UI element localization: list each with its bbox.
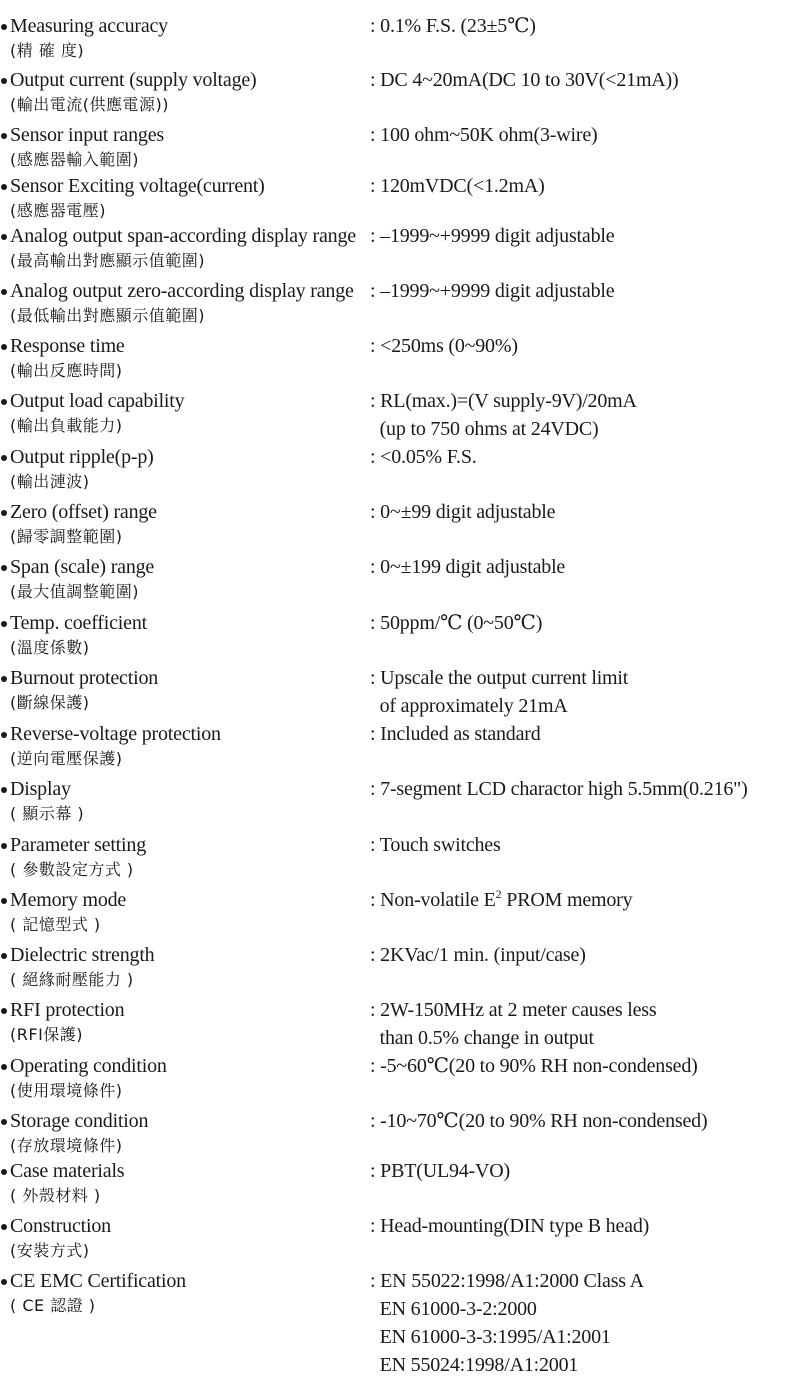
spec-value bbox=[370, 553, 810, 581]
bullet-icon bbox=[1, 621, 7, 627]
spec-label-chinese: (輸出反應時間) bbox=[10, 361, 123, 380]
spec-label: Analog output zero-according display range bbox=[10, 280, 354, 302]
spec-value-line: : <0.05% F.S. bbox=[370, 446, 477, 468]
bullet-icon bbox=[1, 234, 7, 240]
spec-value bbox=[370, 277, 810, 305]
spec-value-line: : 7-segment LCD charactor high 5.5mm(0.216") bbox=[370, 778, 748, 800]
spec-label-chinese: ( 參數設定方式 ) bbox=[10, 860, 134, 879]
spec-label: Reverse-voltage protection bbox=[10, 723, 221, 745]
spec-label-chinese: (斷線保護) bbox=[10, 693, 90, 712]
bullet-icon bbox=[1, 676, 7, 682]
spec-value-line: : –1999~+9999 digit adjustable bbox=[370, 225, 615, 247]
spec-value bbox=[370, 498, 810, 526]
spec-label-chinese: (最大值調整範圍) bbox=[10, 582, 139, 601]
spec-label: CE EMC Certification bbox=[10, 1270, 186, 1292]
spec-value bbox=[370, 1052, 810, 1080]
bullet-icon bbox=[1, 133, 7, 139]
spec-label: Output load capability bbox=[10, 390, 185, 412]
bullet-icon bbox=[1, 78, 7, 84]
spec-value-line: of approximately 21mA bbox=[370, 695, 568, 717]
spec-label: Storage condition bbox=[10, 1110, 149, 1132]
bullet-icon bbox=[1, 1224, 7, 1230]
spec-value-line: : 0~±99 digit adjustable bbox=[370, 501, 556, 523]
spec-label-chinese: ( 顯示幕 ) bbox=[10, 804, 85, 823]
spec-value-line: : EN 55022:1998/A1:2000 Class A bbox=[370, 1270, 644, 1292]
spec-label: Output current (supply voltage) bbox=[10, 69, 257, 91]
spec-label-chinese: (感應器電壓) bbox=[10, 201, 106, 220]
bullet-icon bbox=[1, 787, 7, 793]
bullet-icon bbox=[1, 1169, 7, 1175]
spec-label: Measuring accuracy bbox=[10, 15, 168, 37]
spec-label: Temp. coefficient bbox=[10, 612, 147, 634]
bullet-icon bbox=[1, 510, 7, 516]
spec-label: Memory mode bbox=[10, 889, 127, 911]
spec-label: Dielectric strength bbox=[10, 944, 155, 966]
spec-label: Case materials bbox=[10, 1160, 125, 1182]
spec-label: Analog output span-according display range bbox=[10, 225, 356, 247]
spec-value-text: PROM memory bbox=[501, 889, 633, 911]
spec-value bbox=[370, 332, 810, 360]
spec-value-text: : Non-volatile E bbox=[370, 889, 496, 911]
spec-value bbox=[370, 1212, 810, 1240]
spec-label-chinese: (歸零調整範圍) bbox=[10, 527, 123, 546]
spec-value-line: : DC 4~20mA(DC 10 to 30V(<21mA)) bbox=[370, 69, 679, 91]
spec-value bbox=[370, 387, 810, 443]
spec-label-chinese: (輸出電流(供應電源)) bbox=[10, 95, 169, 114]
spec-value-line: : <250ms (0~90%) bbox=[370, 335, 518, 357]
spec-label: Output ripple(p-p) bbox=[10, 446, 154, 468]
spec-value-line: : PBT(UL94-VO) bbox=[370, 1160, 510, 1182]
spec-value-line: : RL(max.)=(V supply-9V)/20mA bbox=[370, 390, 637, 412]
spec-label-chinese: (輸出漣波) bbox=[10, 472, 90, 491]
bullet-icon bbox=[1, 1064, 7, 1070]
spec-value bbox=[370, 720, 810, 748]
spec-value-line: : 100 ohm~50K ohm(3-wire) bbox=[370, 124, 598, 146]
bullet-icon bbox=[1, 1119, 7, 1125]
bullet-icon bbox=[1, 455, 7, 461]
spec-value bbox=[370, 609, 810, 637]
bullet-icon bbox=[1, 1279, 7, 1285]
bullet-icon bbox=[1, 732, 7, 738]
spec-label: Response time bbox=[10, 335, 125, 357]
spec-label-chinese: ( 記憶型式 ) bbox=[10, 915, 101, 934]
spec-value bbox=[370, 1157, 810, 1185]
bullet-icon bbox=[1, 565, 7, 571]
spec-value bbox=[370, 775, 810, 803]
spec-value bbox=[370, 172, 810, 200]
superscript: 2 bbox=[495, 887, 502, 901]
spec-label: Construction bbox=[10, 1215, 111, 1237]
spec-label-chinese: (輸出負載能力) bbox=[10, 416, 123, 435]
spec-value bbox=[370, 886, 810, 914]
spec-label-chinese: (RFI保護) bbox=[10, 1025, 84, 1044]
spec-value bbox=[370, 66, 810, 94]
spec-value bbox=[370, 443, 810, 471]
spec-value bbox=[370, 222, 810, 250]
spec-label-chinese: (溫度係數) bbox=[10, 638, 90, 657]
spec-value-line: : 0.1% F.S. (23±5℃) bbox=[370, 15, 536, 37]
spec-label-chinese: (最高輸出對應顯示值範圍) bbox=[10, 251, 205, 270]
spec-label: Sensor Exciting voltage(current) bbox=[10, 175, 265, 197]
spec-value-line: : 0~±199 digit adjustable bbox=[370, 556, 566, 578]
spec-value bbox=[370, 12, 810, 40]
spec-value-line: : 2W-150MHz at 2 meter causes less bbox=[370, 999, 657, 1021]
bullet-icon bbox=[1, 1008, 7, 1014]
spec-value-line: EN 55024:1998/A1:2001 bbox=[370, 1354, 579, 1376]
spec-value bbox=[370, 121, 810, 149]
bullet-icon bbox=[1, 953, 7, 959]
spec-label: Zero (offset) range bbox=[10, 501, 157, 523]
spec-label-chinese: ( CE 認證 ) bbox=[10, 1296, 96, 1315]
spec-value bbox=[370, 831, 810, 859]
spec-value-line: : Head-mounting(DIN type B head) bbox=[370, 1215, 650, 1237]
spec-value-line bbox=[370, 886, 810, 914]
spec-value bbox=[370, 1107, 810, 1135]
spec-value-line: EN 61000-3-2:2000 bbox=[370, 1298, 537, 1320]
spec-value bbox=[370, 664, 810, 720]
spec-label-chinese: (使用環境條件) bbox=[10, 1081, 123, 1100]
spec-value-line: : Touch switches bbox=[370, 834, 501, 856]
bullet-icon bbox=[1, 24, 7, 30]
spec-label: Parameter setting bbox=[10, 834, 146, 856]
spec-value-line: : Included as standard bbox=[370, 723, 541, 745]
spec-label: RFI protection bbox=[10, 999, 125, 1021]
spec-label-chinese: ( 絕緣耐壓能力 ) bbox=[10, 970, 134, 989]
spec-value-line: : 120mVDC(<1.2mA) bbox=[370, 175, 545, 197]
spec-label: Span (scale) range bbox=[10, 556, 155, 578]
bullet-icon bbox=[1, 344, 7, 350]
bullet-icon bbox=[1, 843, 7, 849]
spec-value-line: : 2KVac/1 min. (input/case) bbox=[370, 944, 586, 966]
spec-value bbox=[370, 1267, 810, 1379]
spec-label-chinese: (安裝方式) bbox=[10, 1241, 90, 1260]
spec-label-chinese: (存放環境條件) bbox=[10, 1136, 123, 1155]
spec-value-line: : 50ppm/℃ (0~50℃) bbox=[370, 612, 543, 634]
bullet-icon bbox=[1, 289, 7, 295]
spec-label: Operating condition bbox=[10, 1055, 167, 1077]
spec-label-chinese: (最低輸出對應顯示值範圍) bbox=[10, 306, 205, 325]
spec-label: Burnout protection bbox=[10, 667, 159, 689]
spec-value bbox=[370, 941, 810, 969]
bullet-icon bbox=[1, 184, 7, 190]
spec-value-line: : -10~70℃(20 to 90% RH non-condensed) bbox=[370, 1110, 708, 1132]
bullet-icon bbox=[1, 399, 7, 405]
spec-label-chinese: (逆向電壓保護) bbox=[10, 749, 123, 768]
spec-label: Display bbox=[10, 778, 71, 800]
spec-label-chinese: (精 確 度) bbox=[10, 41, 85, 60]
spec-value bbox=[370, 996, 810, 1052]
spec-value-line: EN 61000-3-3:1995/A1:2001 bbox=[370, 1326, 611, 1348]
spec-value-line: : -5~60℃(20 to 90% RH non-condensed) bbox=[370, 1055, 698, 1077]
spec-label: Sensor input ranges bbox=[10, 124, 164, 146]
spec-value-line: (up to 750 ohms at 24VDC) bbox=[370, 418, 599, 440]
spec-value-line: : –1999~+9999 digit adjustable bbox=[370, 280, 615, 302]
bullet-icon bbox=[1, 898, 7, 904]
spec-label-chinese: (感應器輸入範圍) bbox=[10, 150, 139, 169]
spec-label-chinese: ( 外殼材料 ) bbox=[10, 1186, 101, 1205]
spec-value-line: : Upscale the output current limit bbox=[370, 667, 629, 689]
spec-value-line: than 0.5% change in output bbox=[370, 1027, 594, 1049]
